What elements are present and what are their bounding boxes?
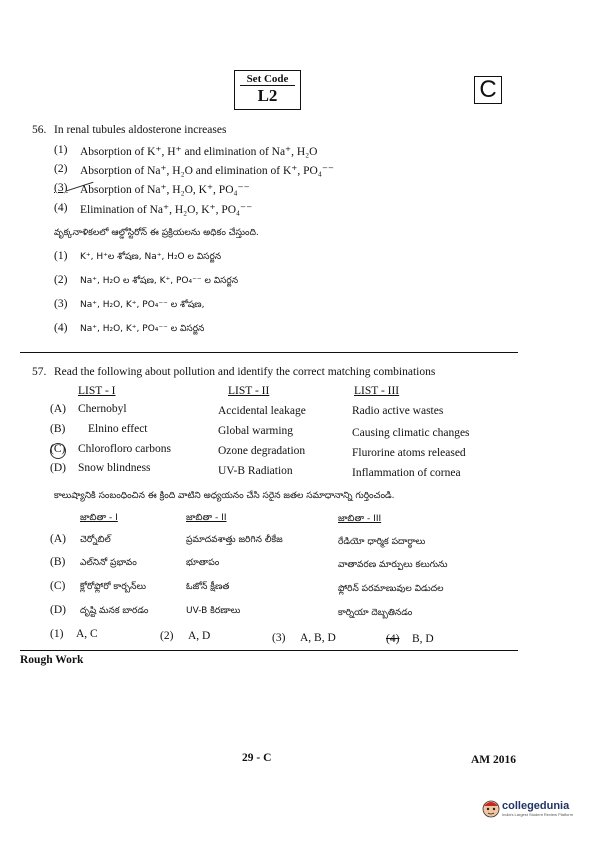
q56-opt4-text: Elimination of Na⁺, H₂O, K⁺, PO₄⁻⁻: [80, 204, 253, 216]
q57-tel-row-b-list3: వాతావరణ మార్పులు కలుగును: [338, 560, 448, 570]
q57-row-c-list1: Chlorofloro carbons: [78, 443, 171, 455]
q56-tel-opt4-text: Na⁺, H₂O, K⁺, PO₄⁻⁻ ల విసర్జన: [80, 324, 205, 334]
watermark-name: collegedunia: [502, 800, 570, 812]
q57-row-a-list3: Radio active wastes: [352, 405, 444, 417]
set-code-label: Set Code: [240, 71, 295, 86]
q56-opt1-text: Absorption of K⁺, H⁺ and elimination of Na⁺, H₂O: [80, 146, 318, 158]
q57-row-a-list1: Chernobyl: [78, 403, 127, 415]
q57-row-d-list1: Snow blindness: [78, 462, 151, 474]
q57-row-d-label: (D): [50, 462, 66, 474]
question-divider: [20, 352, 518, 353]
q57-tel-header-list3: జాబితా - III: [338, 514, 382, 524]
q57-row-c-list2: Ozone degradation: [218, 445, 306, 457]
q57-tel-row-b-label: (B): [50, 556, 66, 568]
q57-tel-row-c-list2: ఓజోన్ క్షీణత: [186, 582, 230, 592]
q56-tel-opt2-num: (2): [54, 274, 68, 286]
q57-answer1-num: (1): [50, 628, 64, 640]
watermark-tagline: India's Largest Student Review Platform: [502, 812, 574, 817]
q56-opt2-text: Absorption of Na⁺, H₂O and elimination of K⁺, PO₄⁻⁻: [80, 165, 334, 177]
q57-row-b-label: (B): [50, 423, 66, 435]
q57-row-b-list2: Global warming: [218, 425, 294, 437]
q57-header-list3: LIST - III: [354, 385, 400, 397]
q57-tel-row-b-list2: భూతాపం: [186, 558, 220, 568]
q56-opt3-num: (3): [54, 182, 68, 194]
set-letter-box: C: [474, 76, 502, 104]
q57-answer4-text: B, D: [412, 633, 434, 645]
exam-code: AM 2016: [471, 754, 517, 766]
q57-tel-row-d-label: (D): [50, 604, 66, 616]
q56-tel-opt2-text: Na⁺, H₂O ల శోషణ, K⁺, PO₄⁻⁻ ల విసర్జన: [80, 276, 239, 286]
rough-work-divider: [20, 650, 518, 651]
q57-tel-row-a-list1: చెర్నోబిల్: [80, 535, 111, 545]
q56-telugu-stem: వృక్కనాళికలలో ఆల్డోస్టిరోన్ ఈ ప్రక్రియలను అధికం చేస్తుంది.: [54, 228, 259, 238]
q57-row-c-list3: Flurorine atoms released: [352, 447, 466, 459]
q56-opt3-text: Absorption of Na⁺, H₂O, K⁺, PO₄⁻⁻: [80, 184, 250, 196]
q57-number: 57.: [32, 366, 47, 378]
q57-tel-header-list2: జాబితా - II: [186, 513, 227, 523]
q57-row-b-list1: Elnino effect: [88, 423, 148, 435]
q57-answer2-num: (2): [160, 630, 174, 642]
q56-tel-opt3-text: Na⁺, H₂O, K⁺, PO₄⁻⁻ ల శోషణ,: [80, 300, 205, 310]
q57-answer3-num: (3): [272, 632, 286, 644]
q57-header-list1: LIST - I: [78, 385, 116, 397]
q57-row-b-list3: Causing climatic changes: [352, 427, 470, 439]
q57-tel-row-c-list3: ఫ్లోరిన్ పరమాణువుల విడుదల: [338, 584, 444, 594]
q56-opt2-num: (2): [54, 163, 68, 175]
q57-tel-row-c-list1: క్లోరోఫ్లోరో కార్బన్‌లు: [80, 582, 146, 592]
q57-tel-row-d-list3: కార్నియా దెబ్బతినడం: [338, 608, 413, 618]
q56-opt4-num: (4): [54, 202, 68, 214]
q57-tel-row-a-list2: ప్రమాదవశాత్తు జరిగిన లీకేజ: [186, 535, 283, 545]
q57-tel-row-b-list1: ఎల్‌నినో ప్రభావం: [80, 558, 137, 568]
collegedunia-logo: [502, 800, 573, 817]
q57-header-list2: LIST - II: [228, 385, 270, 397]
q57-answer3-text: A, B, D: [300, 632, 336, 644]
q57-row-a-list2: Accidental leakage: [218, 405, 306, 417]
q57-row-d-list2: UV-B Radiation: [218, 465, 293, 477]
q57-answer1-text: A, C: [76, 628, 98, 640]
q56-tel-opt1-num: (1): [54, 250, 68, 262]
mascot-icon: [482, 798, 500, 820]
q57-tel-row-d-list1: దృష్టి మనక బారడం: [80, 606, 149, 616]
q56-tel-opt4-num: (4): [54, 322, 68, 334]
q57-tel-row-a-label: (A): [50, 533, 66, 545]
q57-answer4-num: (4): [386, 633, 400, 645]
page-number: 29 - C: [242, 752, 272, 764]
q57-row-a-label: (A): [50, 403, 66, 415]
q57-row-d-list3: Inflammation of cornea: [352, 467, 461, 479]
q57-tel-row-a-list3: రేడియో ధార్మిక పదార్థాలు: [338, 537, 426, 547]
set-code-box: [234, 70, 301, 110]
rough-work-label: Rough Work: [20, 654, 84, 666]
q57-tel-row-d-list2: UV-B కిరణాలు: [186, 606, 241, 616]
q57-tel-row-c-label: (C): [50, 580, 66, 592]
q57-tel-header-list1: జాబితా - I: [80, 513, 118, 523]
q56-number: 56.: [32, 124, 47, 136]
q56-tel-opt3-num: (3): [54, 298, 68, 310]
q57-stem: Read the following about pollution and identify the correct matching combinations: [54, 366, 436, 378]
set-code-value: L2: [257, 86, 278, 105]
q57-telugu-stem: కాలుష్యానికి సంబంధించిన ఈ క్రింది వాటిని అధ్యయనం చేసి సరైన జతల సమాధానాన్ని గుర్తించండి.: [54, 491, 395, 501]
q57-answer2-text: A, D: [188, 630, 211, 642]
q56-opt1-num: (1): [54, 144, 68, 156]
q56-stem: In renal tubules aldosterone increases: [54, 124, 227, 136]
q56-tel-opt1-text: K⁺, H⁺ల శోషణ, Na⁺, H₂O ల విసర్జన: [80, 252, 222, 262]
q57-row-c-label: (C): [50, 443, 66, 455]
